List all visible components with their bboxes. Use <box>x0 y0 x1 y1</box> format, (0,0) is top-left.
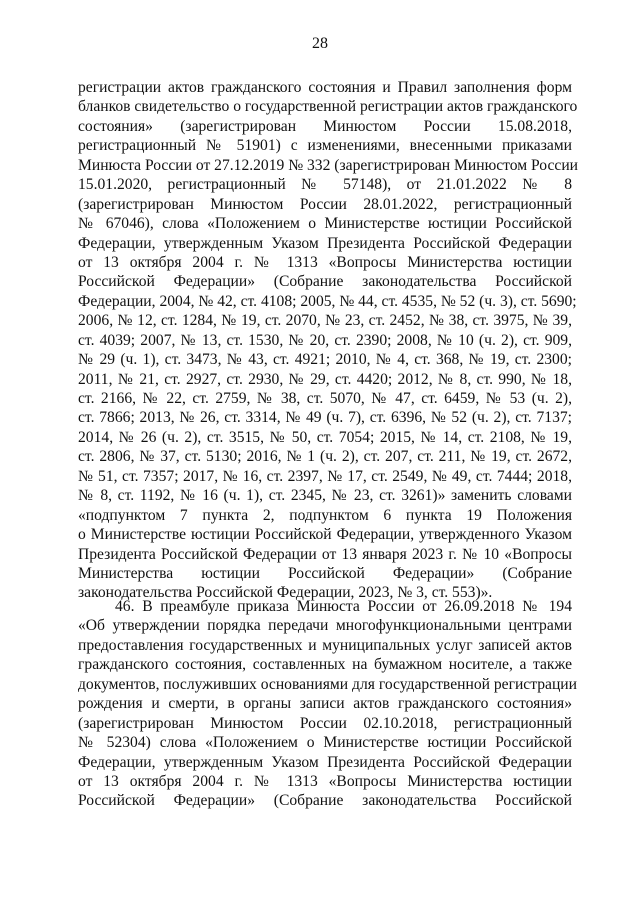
text-line: Президента Российской Федерации от 13 января 2023 г. № 10 «Вопросы <box>78 545 572 563</box>
page-number: 28 <box>312 35 328 52</box>
text-line: 2014, № 26 (ч. 2), ст. 3515, № 50, ст. 7054; 2015, № 14, ст. 2108, № 19, <box>78 428 572 446</box>
text-line: (зарегистрирован Минюстом России 28.01.2022, регистрационный <box>78 195 572 213</box>
text-line: состояния» (зарегистрирован Минюстом России 15.08.2018, <box>78 117 572 135</box>
text-line: № 52304) слова «Положением о Министерстве юстиции Российской <box>78 734 572 752</box>
text-line: ст. 2166, № 22, ст. 2759, № 38, ст. 5070, № 47, ст. 6459, № 53 (ч. 2), <box>78 390 572 407</box>
text-line: законодательства Российской Федерации, 2023, № 3, ст. 553)». <box>78 584 493 602</box>
text-line: «подпунктом 7 пункта 2, подпунктом 6 пункта 19 Положения <box>78 506 572 524</box>
text-line: 2011, № 21, ст. 2927, ст. 2930, № 29, ст. 4420; 2012, № 8, ст. 990, № 18, <box>78 370 572 388</box>
text-line: (зарегистрирован Минюстом России 02.10.2018, регистрационный <box>78 714 572 732</box>
text-line: № 8, ст. 1192, № 16 (ч. 1), ст. 2345, № 23, ст. 3261)» заменить словами <box>78 487 572 505</box>
text-line: Минюста России от 27.12.2019 № 332 (зарегистрирован Минюстом России <box>78 156 579 174</box>
text-line: 46. В преамбуле приказа Минюста России от 26.09.2018 № 194 <box>115 598 572 615</box>
text-line: документов, послуживших основаниями для государственной регистрации <box>78 675 577 693</box>
text-line: Федерации, утвержденным Указом Президента Российской Федерации <box>78 753 572 771</box>
text-line: регистрационный № 51901) с изменениями, внесенными приказами <box>78 137 572 155</box>
text-line: гражданского состояния, составленных на бумажном носителе, а также <box>78 656 572 674</box>
text-line: Министерства юстиции Российской Федерации» (Собрание <box>78 564 572 582</box>
text-line: ст. 2806, № 37, ст. 5130; 2016, № 1 (ч. 2), ст. 207, ст. 211, № 19, ст. 2672, <box>78 448 572 466</box>
text-line: рождения и смерти, в органы записи актов гражданского состояния» <box>78 695 572 713</box>
text-line: Российской Федерации» (Собрание законодательства Российской <box>78 792 572 810</box>
text-line: от 13 октября 2004 г. № 1313 «Вопросы Министерства юстиции <box>78 772 572 790</box>
text-line: 2006, № 12, ст. 1284, № 19, ст. 2070, № 23, ст. 2452, № 38, ст. 3975, № 39, <box>78 312 572 330</box>
paragraph-item-46 <box>78 597 577 811</box>
text-line: регистрации актов гражданского состояния и Правил заполнения форм <box>78 79 572 96</box>
paragraph-continuation <box>78 78 579 603</box>
text-line: ст. 4039; 2007, № 13, ст. 1530, № 20, ст. 2390; 2008, № 10 (ч. 2), ст. 909, <box>78 331 572 349</box>
text-line: предоставления государственных и муниципальных услуг записей актов <box>78 636 572 654</box>
text-line: 15.01.2020, регистрационный № 57148), от 21.01.2022 № 8 <box>78 176 572 194</box>
text-line: о Министерстве юстиции Российской Федерации, утвержденного Указом <box>78 526 572 544</box>
text-line: № 67046), слова «Положением о Министерстве юстиции Российской <box>78 215 572 233</box>
text-line: № 51, ст. 7357; 2017, № 16, ст. 2397, № 17, ст. 2549, № 49, ст. 7444; 2018, <box>78 467 572 485</box>
text-line: Федерации, утвержденным Указом Президента Российской Федерации <box>78 234 572 252</box>
text-line: ст. 7866; 2013, № 26, ст. 3314, № 49 (ч. 7), ст. 6396, № 52 (ч. 2), ст. 7137; <box>78 409 572 427</box>
text-line: Российской Федерации» (Собрание законодательства Российской <box>78 273 572 291</box>
text-line: Федерации, 2004, № 42, ст. 4108; 2005, № 44, ст. 4535, № 52 (ч. 3), ст. 5690; <box>78 292 577 310</box>
text-line: от 13 октября 2004 г. № 1313 «Вопросы Министерства юстиции <box>78 253 572 271</box>
text-line: № 29 (ч. 1), ст. 3473, № 43, ст. 4921; 2010, № 4, ст. 368, № 19, ст. 2300; <box>78 351 572 369</box>
text-line: бланков свидетельство о государственной регистрации актов гражданского <box>78 98 578 116</box>
text-line: «Об утверждении порядка передачи многофункциональными центрами <box>78 617 572 635</box>
